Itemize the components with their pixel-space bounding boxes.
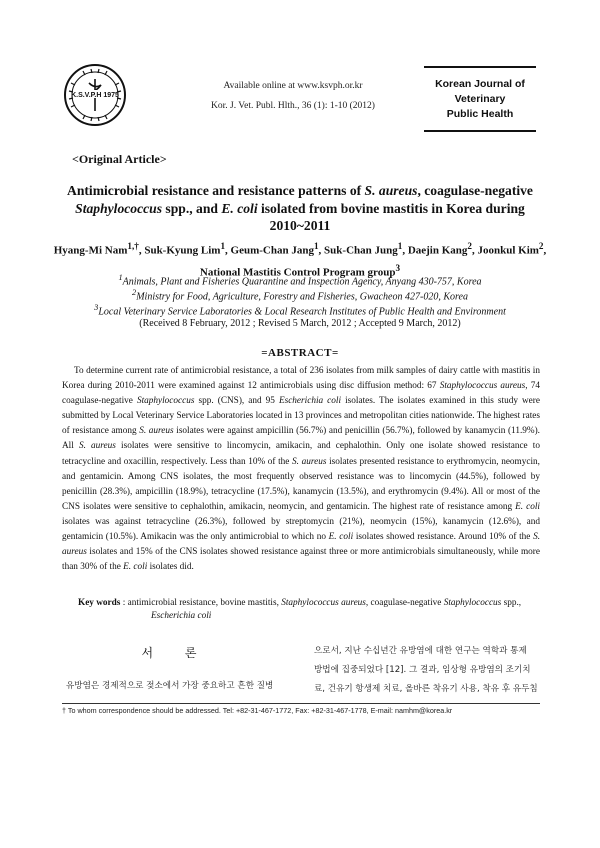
keywords-part: : antimicrobial resistance, bovine mastitis, [120, 598, 282, 608]
keywords-label: Key words [78, 598, 121, 608]
author-sup: 2 [538, 241, 544, 251]
affiliation-1 [40, 273, 560, 287]
abstract-italic: E. coli [123, 562, 148, 573]
society-logo [63, 63, 127, 127]
author-name: , Daejin Kang [402, 244, 468, 257]
right-column-line-3: 료, 건유기 항생제 치료, 올바른 착유기 사용, 착유 후 유두침 [314, 684, 538, 694]
keywords-continued: Escherichia coli [151, 611, 212, 621]
abstract-italic: Staphylococcus [136, 396, 195, 407]
author-line-1 [40, 238, 560, 260]
abstract-italic: S. aureus [62, 532, 540, 558]
section-heading-introduction: 서 론 [141, 646, 211, 660]
keywords [78, 596, 540, 611]
abstract-text: isolates. The isolates examined in this study were submitted by Local Veterinary Service Laboratories located in 13 provinces and metropolitan cities nationwide. The highest rates of resistance among [62, 396, 540, 437]
author-name: Hyang-Mi Nam [53, 244, 128, 257]
abstract-text: isolates was against tetracycline (26.3%), followed by streptomycin (21%), neomycin (15%), kanamycin (12.6%), and gentamicin (10.5%). Amikacin was the only antimicrobial to which no [62, 516, 540, 543]
abstract-text: , 74 coagulase-negative [62, 381, 540, 407]
title-italic: E. coli [221, 200, 258, 216]
affiliation-sup: 3 [94, 303, 99, 312]
affiliation-sup: 1 [118, 273, 123, 282]
affiliation-text: Ministry for Food, Agriculture, Forestry and Fisheries, Gwacheon 427-020, Korea [136, 291, 468, 303]
title-italic: S. aureus [364, 183, 418, 198]
affiliation-2 [40, 288, 560, 302]
abstract-italic: Staphylococcus aureus [439, 381, 526, 392]
title-italic: Staphylococcus [75, 200, 163, 216]
keywords-part: , coagulase-negative [365, 598, 444, 608]
paper-title [60, 182, 540, 235]
title-part: isolated from bovine mastitis in Korea during 2010~2011 [257, 200, 525, 233]
abstract-text: isolates did. [147, 562, 194, 573]
journal-line-3: Public Health [446, 107, 514, 120]
abstract-italic: Escherichia coli [278, 396, 342, 407]
abstract-text: To determine current rate of antimicrobial resistance, a total of 236 isolates from milk samples of dairy cattle with mastitis in Korea during 2010-2011 were examined against 12 antimicrobials using disc diffusion method: 67 [62, 366, 540, 392]
abstract-italic: E. coli [328, 532, 354, 543]
title-part: spp., and [162, 200, 222, 216]
title-part: , coagulase-negative [417, 183, 533, 198]
author-name: , [543, 244, 547, 257]
footnote-rule [62, 703, 540, 704]
affiliation-sup: 2 [132, 288, 137, 297]
abstract-italic: S. aureus [139, 426, 174, 437]
keywords-part: spp., [501, 598, 522, 608]
affiliation-text: Local Veterinary Service Laboratories & Local Research Institutes of Public Health and Environment [98, 306, 506, 318]
abstract-text: spp. (CNS), and 95 [194, 396, 279, 407]
author-sup: 1 [313, 241, 319, 251]
journal-line-2: Veterinary [454, 92, 506, 105]
journal-line-1: Korean Journal of [435, 77, 525, 90]
logo-text: K.S.V.P.H 1975 [71, 92, 119, 99]
abstract-text: isolates presented resistance to erythromycin, neomycin, and gentamicin. Among CNS isolates, the most frequently observed resistance was to lincomycin (44.5%), followed by penicillin (28.3%), ampicillin (18.9%), tetracycline (17.5%), kanamycin (13.5%), and erythromycin (9.4%). All or most of the CNS isolates were sensitive to cephalothin, amikacin, neomycin, and gentamicin. The highest rate of resistance among [62, 456, 540, 512]
author-sup: 1 [397, 241, 403, 251]
abstract-text: isolates were sensitive to lincomycin, amikacin, and cephalothin. Only one isolate showed resistance to tetracycline and oxacillin, respectively. Less than 10% of the [62, 441, 541, 467]
available-online: Available online at www.ksvph.or.kr [223, 81, 363, 91]
right-column-line-2: 방법에 집중되었다 [12]. 그 결과, 임상형 유방염의 조기치 [314, 665, 531, 675]
affiliation-3 [40, 303, 560, 317]
abstract-heading: =ABSTRACT= [261, 347, 339, 359]
abstract-italic: E. coli [515, 501, 540, 512]
author-sup: 3 [395, 262, 401, 273]
abstract-text: isolates and 15% of the CNS isolates showed resistance against three or more antimicrobials simultaneously, while more than 30% of the [62, 547, 540, 573]
abstract-text: isolates were against ampicillin (56.7%) and penicillin (56.7%), followed by kanamycin (11.9%). All [62, 426, 540, 452]
received-dates: (Received 8 February, 2012 ; Revised 5 March, 2012 ; Accepted 9 March, 2012) [139, 318, 461, 329]
citation-line: Kor. J. Vet. Publ. Hlth., 36 (1): 1-10 (2012) [211, 101, 375, 111]
article-type: <Original Article> [72, 152, 167, 166]
title-part: Antimicrobial resistance and resistance patterns of [67, 183, 365, 198]
abstract-italic: S. aureus [292, 456, 327, 467]
right-column-line-1: 으로서, 지난 수십년간 유방염에 대한 연구는 역학과 통제 [314, 646, 527, 656]
author-name: , Suk-Kyung Lim [138, 244, 221, 257]
author-name: , Suk-Chan Jung [318, 244, 398, 257]
keywords-italic: Staphylococcus aureus [281, 598, 366, 608]
author-sup: 1 [220, 241, 226, 251]
left-column-text: 유방염은 경제적으로 젖소에서 가장 중요하고 흔한 질병 [66, 681, 274, 691]
author-sup: 1,† [127, 241, 139, 251]
correspondence-footnote: † To whom correspondence should be addressed. Tel: +82-31-467-1772, Fax: +82-31-467-1778, E-mail: namhm@korea.kr [62, 706, 453, 715]
author-group: National Mastitis Control Program group [199, 266, 396, 279]
abstract-text: isolates showed resistance. Around 10% of the [353, 532, 534, 543]
author-sup: 2 [467, 241, 472, 251]
affiliation-text: Animals, Plant and Fisheries Quarantine and Inspection Agency, Anyang 430-757, Korea [122, 276, 482, 288]
keywords-italic: Staphylococcus [443, 598, 502, 608]
abstract-body [62, 364, 540, 575]
author-name: , Geum-Chan Jang [225, 244, 314, 257]
abstract-italic: S. aureus [78, 441, 116, 452]
journal-name-box [424, 66, 536, 132]
author-name: , Joonkul Kim [471, 244, 539, 257]
